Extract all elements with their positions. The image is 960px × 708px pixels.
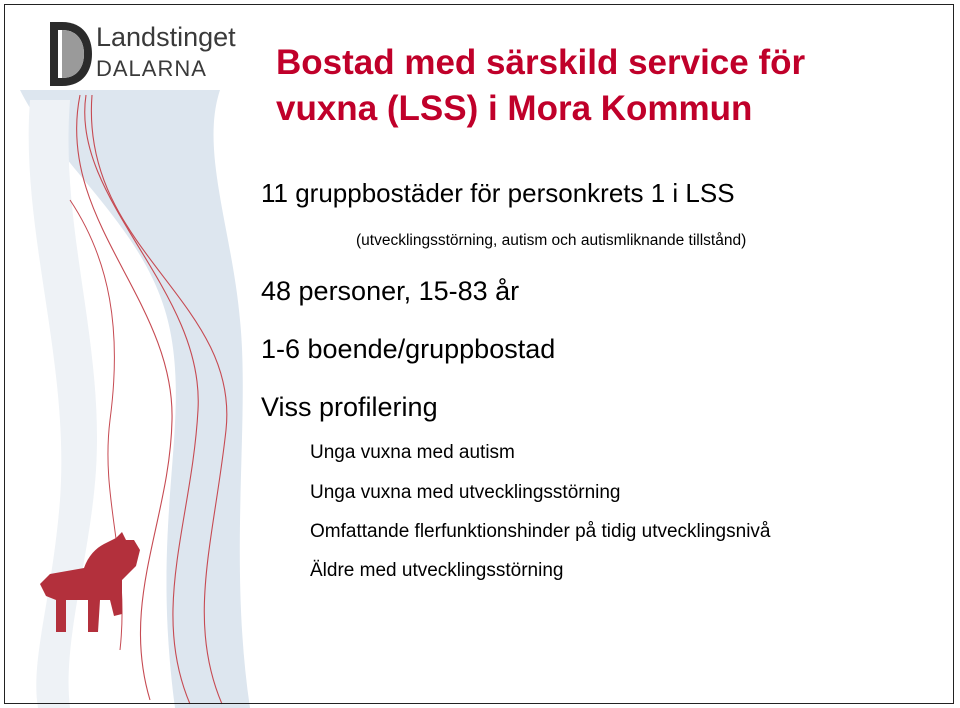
- logo-d-mark-icon: [48, 20, 94, 88]
- bullet-boende: 1-6 boende/gruppbostad: [261, 334, 556, 364]
- decorative-side-band: [0, 0, 260, 708]
- subbullet-flerfunktionshinder: Omfattande flerfunktionshinder på tidig utvecklingsnivå: [310, 521, 771, 542]
- logo-text-line2: DALARNA: [96, 56, 207, 81]
- bullet-gruppbostader: 11 gruppbostäder för personkrets 1 i LSS: [261, 178, 735, 208]
- logo-text-line1: Landstinget: [96, 22, 236, 52]
- bullet-note-personkrets: (utvecklingsstörning, autism och autismliknande tillstånd): [356, 232, 747, 249]
- bullet-personer: 48 personer, 15-83 år: [261, 276, 520, 306]
- subbullet-aldre: Äldre med utvecklingsstörning: [310, 560, 564, 581]
- landstinget-dalarna-logo: [48, 20, 248, 90]
- slide-title: Bostad med särskild service för vuxna (LSS) i Mora Kommun: [276, 43, 806, 128]
- subbullet-utvecklingsstorning: Unga vuxna med utvecklingsstörning: [310, 482, 621, 503]
- bullet-profilering: Viss profilering: [261, 392, 438, 422]
- subbullet-autism: Unga vuxna med autism: [310, 442, 515, 463]
